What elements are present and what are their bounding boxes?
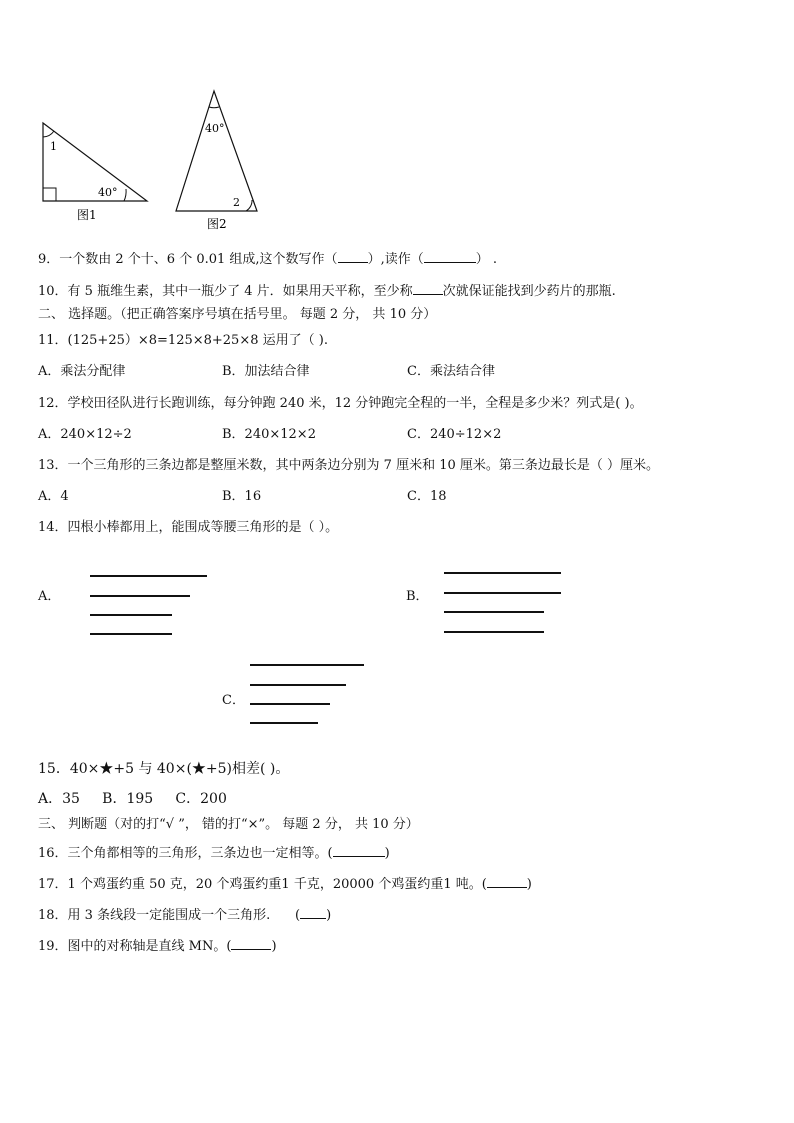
section-2-title: 二、 选择题。（把正确答案序号填在括号里。 每题 2 分， 共 10 分） [38,307,437,322]
question-10: 10．有 5 瓶维生素，其中一瓶少了 4 片．如果用天平称，至少称 次就保证能找到少药片的那瓶. [38,281,616,301]
q9-answer-blank-2[interactable] [424,249,476,263]
q17-answer-blank[interactable] [487,874,527,888]
section-3-title: 三、 判断题（对的打“√ ”， 错的打“×”。 每题 2 分， 共 10 分） [38,817,419,832]
q13-option-c[interactable]: C．18 [407,489,447,504]
fig1-label-40: 40° [98,186,118,199]
q14-a-stick-1 [90,575,207,577]
q18-answer-blank[interactable] [300,905,326,919]
fig2-apex-arc [209,107,219,108]
q15-options[interactable]: A．35 B．195 C．200 [38,791,227,807]
fig2-triangle [176,91,257,211]
q16-answer-blank[interactable] [333,843,385,857]
q14-b-stick-3 [444,611,544,613]
q14-b-stick-2 [444,592,561,594]
q14-a-stick-4 [90,633,172,635]
fig1-label-1: 1 [50,140,57,153]
q14-option-a[interactable]: A． [38,589,61,604]
question-17: 17．1 个鸡蛋约重 50 克，20 个鸡蛋约重1 千克，20000 个鸡蛋约重1 吨。( ) [38,874,532,894]
fig2-label-2: 2 [233,196,240,209]
q14-c-stick-3 [250,703,330,705]
q14-c-stick-4 [250,722,318,724]
question-12-stem: 12．学校田径队进行长跑训练，每分钟跑 240 米，12 分钟跑完全程的一半，全程是多少米？列式是( )。 [38,396,643,411]
question-19: 19．图中的对称轴是直线 MN。( ) [38,936,277,956]
q19-answer-blank[interactable] [231,936,271,950]
fig2-label-40: 40° [205,122,225,135]
q14-a-stick-2 [90,595,190,597]
q11-option-b[interactable]: B．加法结合律 [222,364,310,379]
q9-answer-blank-1[interactable] [338,249,368,263]
q12-option-b[interactable]: B．240×12×2 [222,427,316,442]
q10-answer-blank[interactable] [413,281,443,295]
q11-option-a[interactable]: A．乘法分配律 [38,364,126,379]
fig1-angle40-arc [124,189,126,201]
figure-triangles [0,0,794,240]
q14-option-c[interactable]: C． [222,693,245,708]
q14-b-stick-1 [444,572,561,574]
question-15-stem: 15．40×★+5 与 40×(★+5)相差( )。 [38,761,290,777]
q14-b-stick-4 [444,631,544,633]
q14-a-stick-3 [90,614,172,616]
q11-option-c[interactable]: C．乘法结合律 [407,364,495,379]
fig1-caption: 图1 [77,208,97,222]
q14-c-stick-2 [250,684,346,686]
q14-c-stick-1 [250,664,364,666]
q13-option-b[interactable]: B．16 [222,489,262,504]
question-18: 18．用 3 条线段一定能围成一个三角形. ( ) [38,905,331,925]
q12-option-c[interactable]: C．240÷12×2 [407,427,502,442]
question-14-stem: 14．四根小棒都用上，能围成等腰三角形的是（ ）。 [38,520,339,535]
fig2-caption: 图2 [207,217,227,231]
question-9: 9．一个数由 2 个十、6 个 0.01 组成,这个数写作（ ）,读作（ ） . [38,249,497,269]
fig1-right-angle-mark [43,188,56,201]
fig1-triangle [43,123,147,201]
question-11-stem: 11．(125+25）×8=125×8+25×8 运用了（ ). [38,333,328,348]
q14-option-b[interactable]: B． [406,589,429,604]
q13-option-a[interactable]: A．4 [38,489,69,504]
question-16: 16．三个角都相等的三角形，三条边也一定相等。( ) [38,843,390,863]
fig1-angle1-arc [43,131,54,137]
q12-option-a[interactable]: A．240×12÷2 [38,427,132,442]
fig2-angle2-arc [246,200,252,211]
question-13-stem: 13．一个三角形的三条边都是整厘米数，其中两条边分别为 7 厘米和 10 厘米。第三条边最长是（ ）厘米。 [38,458,660,473]
